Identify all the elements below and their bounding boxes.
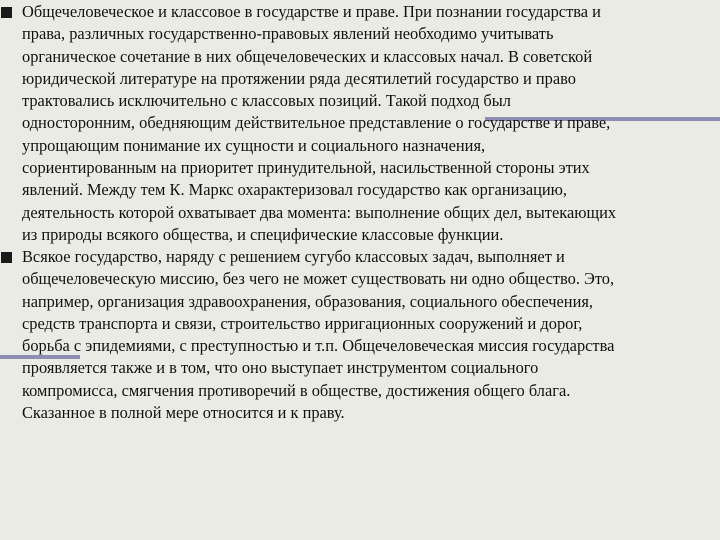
text-line: деятельность которой охватывает два момента: выполнение общих дел, вытекающих	[22, 202, 617, 222]
text-line: проявляется также и в том, что оно выступает инструментом социального	[22, 358, 539, 378]
text-line: упрощающим понимание их сущности и социального назначения,	[22, 135, 486, 155]
text-line: Сказанное в полной мере относится и к праву.	[22, 403, 345, 423]
text-line: явлений. Между тем К. Маркс охарактеризовал государство как организацию,	[22, 180, 568, 200]
square-bullet-icon	[1, 252, 12, 263]
text-line: средств транспорта и связи, строительство ирригационных сооружений и дорог,	[22, 313, 583, 333]
text-line: например, организация здравоохранения, образования, социального обеспечения,	[22, 291, 593, 311]
text-line: Всякое государство, наряду с решением сугубо классовых задач, выполняет и	[22, 247, 565, 266]
text-line: борьба с эпидемиями, с преступностью и т.п. Общечеловеческая миссия государства	[22, 336, 615, 356]
paragraph-1	[0, 1, 720, 246]
paragraph-2	[0, 246, 720, 424]
text-line: сориентированным на приоритет принудительной, насильственной стороны этих	[22, 158, 590, 178]
text-line: общечеловеческую миссию, без чего не может существовать ни одно общество. Это,	[22, 269, 615, 289]
text-line: юридической литературе на протяжении ряда десятилетий государство и право	[22, 68, 576, 88]
text-line: Общечеловеческое и классовое в государстве и праве. При познании государства и	[22, 2, 601, 21]
square-bullet-icon	[1, 7, 12, 18]
text-line: компромисса, смягчения противоречий в обществе, достижения общего блага.	[22, 380, 571, 400]
text-line: из природы всякого общества, и специфические классовые функции.	[22, 224, 504, 244]
text-line: права, различных государственно-правовых явлений необходимо учитывать	[22, 24, 554, 44]
text-line: односторонним, обедняющим действительное представление о государстве и праве,	[22, 113, 611, 133]
text-line: органическое сочетание в них общечеловеческих и классовых начал. В советской	[22, 46, 593, 66]
text-line: трактовались исключительно с классовых позиций. Такой подход был	[22, 91, 511, 111]
